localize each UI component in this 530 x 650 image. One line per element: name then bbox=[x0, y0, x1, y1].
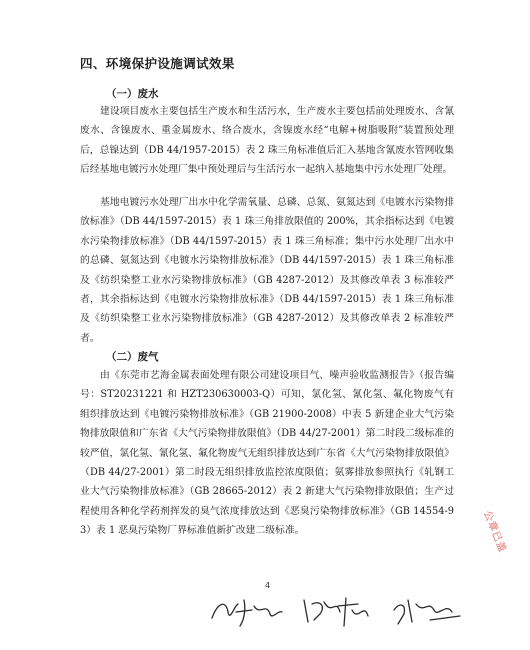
wastewater-paragraph-2: 基地电镀污水处理厂出水中化学需氧量、总磷、总氮、氨氮达到《电镀水污染物排放标准》（DB 44/1597-2015）表 1 珠三角排放限值的 200%，其余指标达到《电镀水污染物排放标准》（DB 44/1597-2015）表 1 珠三角标准；集中污水处理厂出水中的总磷、氨氮达到《电镀水污染物排放标准》（DB 44/1597-2015）表 1 珠三角标准及《纺织染整工业水污染物排放标准》（GB 4287-2012）及其修改单表 3 标准较严者，其余指标达到《电镀水污染物排放标准》（DB 44/1597-2015）表 1 珠三角标准及《纺织染整工业水污染物排放标准》（GB 4287-2012）及其修改单表 2 标准较严者。 bbox=[80, 197, 454, 344]
signature-3 bbox=[394, 600, 460, 624]
wastewater-heading: （一）废水 bbox=[106, 88, 159, 100]
signature-2 bbox=[304, 598, 368, 626]
wastewater-paragraph-1: 建设项目废水主要包括生产废水和生活污水，生产废水主要包括前处理废水、含氰废水、含镍废水、重金属废水、络合废水，含镍废水经“电解+树脂吸附”装置预处理后，总镍达到（DB 44/1957-2015）表 2 珠三角标准值后汇入基地含氰废水管网收集后经基地电镀污水处理厂集中预处理后与生活污水一起纳入基地集中污水处理厂处理。 bbox=[80, 106, 454, 176]
page-number: 4 bbox=[265, 581, 271, 590]
waste-gas-paragraph-1: 由《东莞市艺海金属表面处理有限公司建设项目气、噪声验收监测报告》（报告编号：ST20231221 和 HZT230630003-Q）可知，氯化氢、氰化氢、氟化物废气有组织排放达到《电镀污染物排放标准》（GB 21900-2008）中表 5 新建企业大气污染物排放限值和广东省《大气污染物排放限值》（DB 44/27-2001）第二时段二级标准的较严值，氯化氢、氰化氢、氟化物废气无组织排放达到广东省《大气污染物排放限值》（DB 44/27-2001）第二时段无组织排放监控浓度限值；氨雾排放参照执行《轧钢工业大气污染物排放标准》（GB 28665-2012）表 2 新建大气污染物排放限值；生产过程使用各种化学药剂挥发的臭气浓度排放达到《恶臭污染物排放标准》（GB 14554-93）表 1 恶臭污染物厂界标准值新扩改建二级标准。 bbox=[80, 370, 454, 537]
signature-1 bbox=[212, 600, 282, 626]
section-title: 四、环境保护设施调试效果 bbox=[80, 56, 235, 71]
handwritten-signatures bbox=[208, 592, 468, 632]
red-seal-stamp: 公章已盖 bbox=[481, 509, 508, 555]
waste-gas-heading: （二）废气 bbox=[106, 351, 159, 363]
